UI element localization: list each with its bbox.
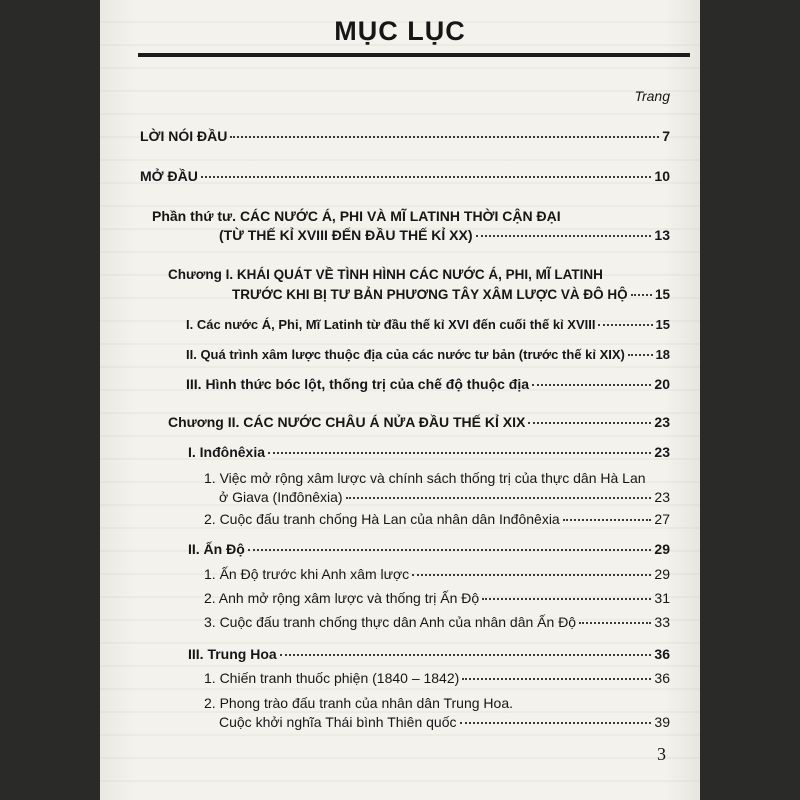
dot-leader [528, 422, 651, 424]
dot-leader [462, 678, 651, 680]
toc-entry [140, 128, 670, 145]
toc-entry-label: Chương II. CÁC NƯỚC CHÂU Á NỬA ĐẦU THẾ KỈ XIX [168, 414, 526, 430]
toc-entry [204, 670, 670, 687]
toc-entry-page: 7 [662, 128, 670, 144]
toc-entry [188, 541, 670, 558]
toc-entry-label: 1. Ấn Độ trước khi Anh xâm lược [204, 566, 410, 582]
dot-leader [563, 519, 652, 521]
toc-entry-label: TRƯỚC KHI BỊ TƯ BẢN PHƯƠNG TÂY XÂM LƯỢC VÀ ĐÔ HỘ [232, 287, 628, 302]
toc-entry-page: 10 [654, 168, 670, 184]
toc-entry-label: 2. Anh mở rộng xâm lược và thống trị Ấn Độ [204, 590, 480, 606]
dot-leader [631, 294, 652, 296]
dot-leader [476, 235, 652, 237]
toc-entry [204, 566, 670, 583]
toc-entry [204, 511, 670, 528]
toc-entry-label: 3. Cuộc đấu tranh chống thực dân Anh của nhân dân Ấn Độ [204, 614, 577, 630]
dot-leader [230, 136, 659, 138]
toc-entry-page: 36 [654, 670, 670, 686]
dot-leader [412, 574, 651, 576]
dot-leader [346, 497, 652, 499]
toc-entry-label: I. Các nước Á, Phi, Mĩ Latinh từ đầu thế kỉ XVI đến cuối thế kỉ XVIII [186, 317, 596, 332]
toc-entry-page: 31 [654, 590, 670, 606]
toc-entry [204, 614, 670, 631]
toc-entry-label: 1. Chiến tranh thuốc phiện (1840 – 1842) [204, 670, 460, 686]
toc-entry [204, 590, 670, 607]
toc-entry-label: Cuộc khởi nghĩa Thái bình Thiên quốc [219, 714, 457, 730]
toc-entry [186, 346, 670, 363]
title-rule [138, 53, 690, 57]
toc-entry-page: 29 [654, 566, 670, 582]
toc-entry [219, 714, 670, 731]
toc-entry-page: 27 [654, 511, 670, 527]
toc-entry-page: 29 [654, 541, 670, 557]
toc-entry-label: III. Hình thức bóc lột, thống trị của chế độ thuộc địa [186, 376, 530, 392]
toc-entry-page: 20 [654, 376, 670, 392]
toc-entry-heading: Phần thứ tư. CÁC NƯỚC Á, PHI VÀ MĨ LATINH THỜI CẬN ĐẠI [152, 208, 561, 224]
toc-entry-page: 15 [654, 287, 670, 302]
dot-leader [460, 722, 652, 724]
toc-entry-page: 18 [655, 347, 670, 362]
toc-entry-label: MỞ ĐẦU [140, 168, 198, 184]
toc-entry-label: 2. Cuộc đấu tranh chống Hà Lan của nhân dân Inđônêxia [204, 511, 560, 527]
toc-entry-label: I. Inđônêxia [188, 444, 266, 460]
toc-entry-page: 23 [654, 444, 670, 460]
dot-leader [268, 452, 651, 454]
toc-entry [188, 444, 670, 461]
toc-entry [168, 414, 670, 431]
toc-entry-heading: 1. Việc mở rộng xâm lược và chính sách thống trị của thực dân Hà Lan [204, 470, 646, 486]
page-title: MỤC LỤC [334, 16, 466, 46]
toc-entry-page: 13 [654, 227, 670, 243]
toc-entry [188, 646, 670, 663]
toc-entry-label: II. Quá trình xâm lược thuộc địa của các nước tư bản (trước thế kỉ XIX) [186, 347, 625, 362]
dot-leader [248, 549, 652, 551]
toc-entry-page: 36 [654, 646, 670, 662]
toc-entry [186, 376, 670, 393]
toc-entry-label: ở Giava (Inđônêxia) [219, 489, 343, 505]
toc-entry-heading: 2. Phong trào đấu tranh của nhân dân Trung Hoa. [204, 695, 514, 711]
toc-entry-page: 23 [654, 489, 670, 505]
dot-leader [628, 354, 653, 356]
dot-leader [598, 324, 652, 326]
toc-entry-label: LỜI NÓI ĐẦU [140, 128, 228, 144]
toc-entry-label: II. Ấn Độ [188, 541, 245, 557]
toc-entry-page: 23 [654, 414, 670, 430]
book-page [100, 0, 700, 800]
dot-leader [482, 598, 651, 600]
page-column-label: Trang [634, 88, 670, 104]
toc-entry [232, 286, 670, 303]
toc-entry-label: (TỪ THẾ KỈ XVIII ĐẾN ĐẦU THẾ KỈ XX) [219, 227, 473, 243]
dot-leader [579, 622, 651, 624]
toc-entry [140, 168, 670, 185]
toc-entry-page: 15 [655, 317, 670, 332]
toc-entry [219, 227, 670, 244]
dot-leader [201, 176, 652, 178]
dot-leader [280, 654, 652, 656]
toc-entry [219, 489, 670, 506]
dot-leader [532, 384, 651, 386]
toc-entry [186, 316, 670, 333]
page-number: 3 [657, 744, 666, 764]
toc-entry-page: 33 [654, 614, 670, 630]
toc-entry-page: 39 [654, 714, 670, 730]
toc-entry-heading: Chương I. KHÁI QUÁT VỀ TÌNH HÌNH CÁC NƯỚC Á, PHI, MĨ LATINH [168, 267, 603, 282]
toc-entry-label: III. Trung Hoa [188, 646, 277, 662]
